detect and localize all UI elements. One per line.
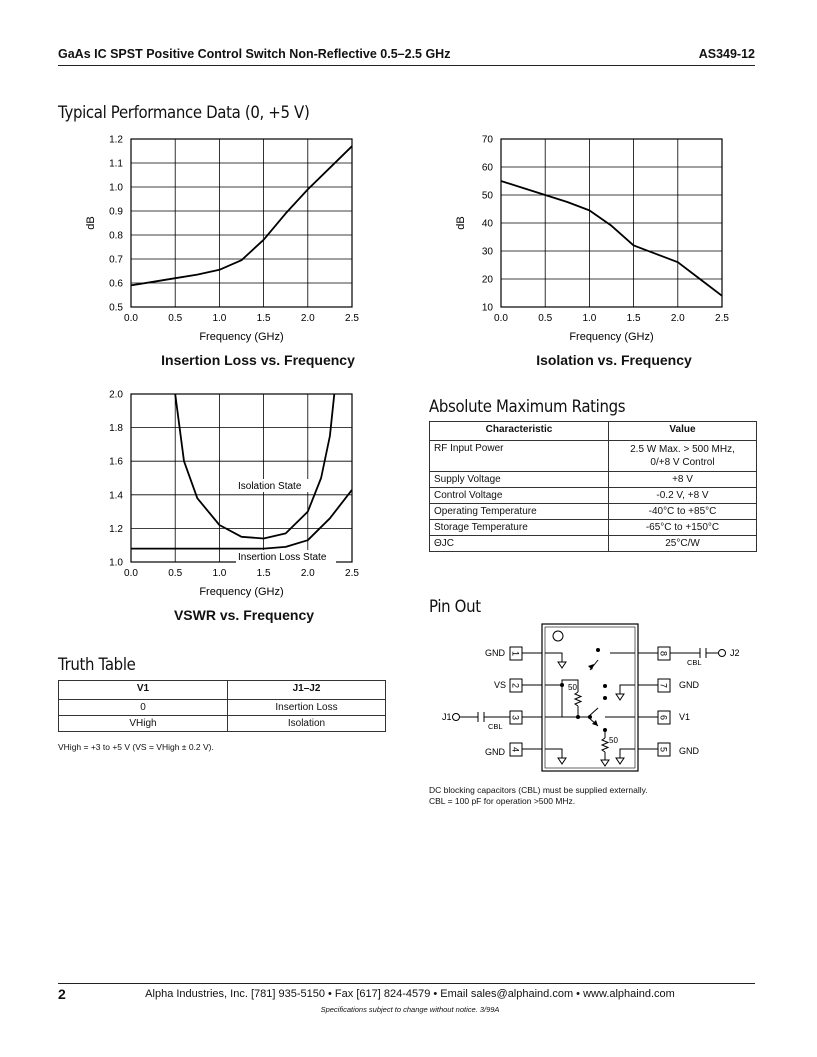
table-cell: 0 <box>59 700 228 716</box>
pin-number: 5 <box>658 746 669 753</box>
cbl-label: CBL <box>687 658 702 667</box>
table-cell: ΘJC <box>430 536 609 552</box>
x-tick-label: 2.5 <box>345 568 359 579</box>
series-line <box>131 490 352 549</box>
y-tick-label: 30 <box>481 246 493 258</box>
resistor-50 <box>575 692 581 706</box>
resistor-50 <box>602 738 608 752</box>
table-cell: VHigh <box>59 716 228 732</box>
table-cell: Supply Voltage <box>430 472 609 488</box>
annotation-label: Insertion Loss State <box>238 552 327 563</box>
y-tick-label: 1.2 <box>109 523 123 535</box>
y-tick-label: 50 <box>481 190 493 202</box>
y-tick-label: 1.8 <box>109 423 123 435</box>
ratings-table <box>429 421 757 552</box>
x-tick-label: 0.5 <box>168 313 183 324</box>
y-axis-label: dB <box>85 216 97 230</box>
j2-terminal <box>719 650 726 657</box>
capacitor-cbl <box>478 712 484 722</box>
y-tick-label: 0.6 <box>109 278 123 290</box>
part-number: AS349-12 <box>698 47 755 61</box>
v1-label: V1 <box>679 712 691 722</box>
y-tick-label: 1.1 <box>109 158 123 170</box>
table-cell: Operating Temperature <box>430 504 609 520</box>
cbl-label: CBL <box>488 722 503 731</box>
truth-note: VHigh = +3 to +5 V (VS = VHigh ± 0.2 V). <box>58 742 214 752</box>
table-cell: -40°C to +85°C <box>609 504 757 520</box>
x-tick-label: 0.0 <box>124 313 138 324</box>
capacitor-cbl <box>700 648 706 658</box>
plot-frame <box>131 139 352 307</box>
pin-number: 4 <box>510 746 521 753</box>
y-tick-label: 40 <box>481 218 493 230</box>
table-row <box>59 700 386 716</box>
document-title: GaAs IC SPST Positive Control Switch Non-Reflective 0.5–2.5 GHz <box>58 47 451 61</box>
table-header-row <box>430 422 757 441</box>
table-header: Value <box>609 422 757 441</box>
x-axis-label: Frequency (GHz) <box>199 586 284 598</box>
pin1-marker <box>553 631 563 641</box>
x-tick-label: 2.0 <box>670 313 685 324</box>
contact-line: Alpha Industries, Inc. [781] 935-5150 • Fax [617] 824-4579 • Email sales@alphaind.com • www.alphaind.com <box>145 988 675 1000</box>
table-cell: 25°C/W <box>609 536 757 552</box>
vswr-chart <box>80 385 380 600</box>
gnd-label: GND <box>679 680 699 690</box>
y-tick-label: 0.8 <box>109 230 123 242</box>
table-row <box>430 472 757 488</box>
y-tick-label: 1.6 <box>109 456 123 468</box>
table-header: Characteristic <box>430 422 609 441</box>
vswr-caption: VSWR vs. Frequency <box>173 607 315 623</box>
x-tick-label: 1.5 <box>626 313 641 324</box>
table-cell: Control Voltage <box>430 488 609 504</box>
y-tick-label: 20 <box>481 274 493 286</box>
table-row <box>59 716 386 732</box>
series-line <box>131 146 352 285</box>
x-tick-label: 0.0 <box>494 313 508 324</box>
table-cell: Storage Temperature <box>430 520 609 536</box>
vs-label: VS <box>494 680 507 690</box>
j1-label: J1 <box>442 712 452 722</box>
gnd-label: GND <box>679 746 699 756</box>
y-tick-label: 70 <box>481 134 493 146</box>
x-tick-label: 1.5 <box>256 568 271 579</box>
table-cell: -0.2 V, +8 V <box>609 488 757 504</box>
truth-table <box>58 680 386 732</box>
j1-terminal <box>453 714 460 721</box>
x-tick-label: 2.5 <box>345 313 359 324</box>
table-cell <box>609 441 757 472</box>
x-axis-label: Frequency (GHz) <box>569 331 654 343</box>
resistor-label: 50 <box>609 736 618 745</box>
pinout-diagram <box>440 620 760 780</box>
gnd-label: GND <box>485 747 505 757</box>
table-header: J1–J2 <box>228 681 386 700</box>
x-tick-label: 0.5 <box>538 313 553 324</box>
page-number: 2 <box>58 986 66 1002</box>
y-tick-label: 0.5 <box>109 302 123 314</box>
pin-number: 8 <box>658 650 669 657</box>
section-title-ratings: Absolute Maximum Ratings <box>429 397 626 417</box>
annotation-label: Isolation State <box>238 481 302 492</box>
value-line: 0/+8 V Control <box>650 457 715 468</box>
section-title-performance: Typical Performance Data (0, +5 V) <box>58 103 310 123</box>
pinout-note-1: DC blocking capacitors (CBL) must be supplied externally. <box>429 785 648 795</box>
x-tick-label: 1.0 <box>582 313 597 324</box>
header-rule <box>58 65 755 66</box>
table-cell: Insertion Loss <box>228 700 386 716</box>
x-tick-label: 0.0 <box>124 568 138 579</box>
table-row <box>430 520 757 536</box>
y-tick-label: 1.0 <box>109 557 123 569</box>
y-tick-label: 1.0 <box>109 182 123 194</box>
y-tick-label: 10 <box>481 302 493 314</box>
y-tick-label: 0.7 <box>109 254 123 266</box>
x-tick-label: 1.0 <box>212 568 227 579</box>
x-tick-label: 1.5 <box>256 313 271 324</box>
table-cell: -65°C to +150°C <box>609 520 757 536</box>
gnd-label: GND <box>485 648 505 658</box>
isolation-caption: Isolation vs. Frequency <box>536 352 692 368</box>
table-row <box>430 441 757 472</box>
series-line <box>175 394 334 539</box>
pin-number: 7 <box>658 682 669 689</box>
x-tick-label: 2.0 <box>300 313 315 324</box>
isolation-chart <box>450 130 750 345</box>
pinout-note-2: CBL = 100 pF for operation >500 MHz. <box>429 796 576 806</box>
x-tick-label: 2.0 <box>300 568 315 579</box>
y-axis-label: dB <box>455 216 467 230</box>
table-row <box>430 536 757 552</box>
section-title-truth: Truth Table <box>58 655 136 675</box>
value-line: 2.5 W Max. > 500 MHz, <box>630 444 735 455</box>
table-header-row <box>59 681 386 700</box>
disclaimer: Specifications subject to change without notice. 3/99A <box>320 1005 500 1014</box>
table-header: V1 <box>59 681 228 700</box>
y-tick-label: 60 <box>481 162 493 174</box>
table-row <box>430 488 757 504</box>
y-tick-label: 1.2 <box>109 134 123 146</box>
pin-number: 2 <box>510 682 521 689</box>
pin-number: 6 <box>658 714 669 721</box>
x-tick-label: 0.5 <box>168 568 183 579</box>
table-cell: Isolation <box>228 716 386 732</box>
pin-number: 1 <box>510 650 521 657</box>
pin-number: 3 <box>510 714 521 721</box>
table-cell: RF Input Power <box>430 441 609 472</box>
table-row <box>430 504 757 520</box>
series-line <box>501 181 722 296</box>
insertion-loss-chart <box>80 130 380 345</box>
j2-label: J2 <box>730 648 740 658</box>
insertion-loss-caption: Insertion Loss vs. Frequency <box>161 352 355 368</box>
y-tick-label: 2.0 <box>109 389 123 401</box>
x-axis-label: Frequency (GHz) <box>199 331 284 343</box>
footer-rule <box>58 983 755 984</box>
y-tick-label: 0.9 <box>109 206 123 218</box>
section-title-pinout: Pin Out <box>429 597 481 617</box>
table-cell: +8 V <box>609 472 757 488</box>
x-tick-label: 1.0 <box>212 313 227 324</box>
x-tick-label: 2.5 <box>715 313 729 324</box>
resistor-label: 50 <box>568 683 577 692</box>
y-tick-label: 1.4 <box>109 490 123 502</box>
